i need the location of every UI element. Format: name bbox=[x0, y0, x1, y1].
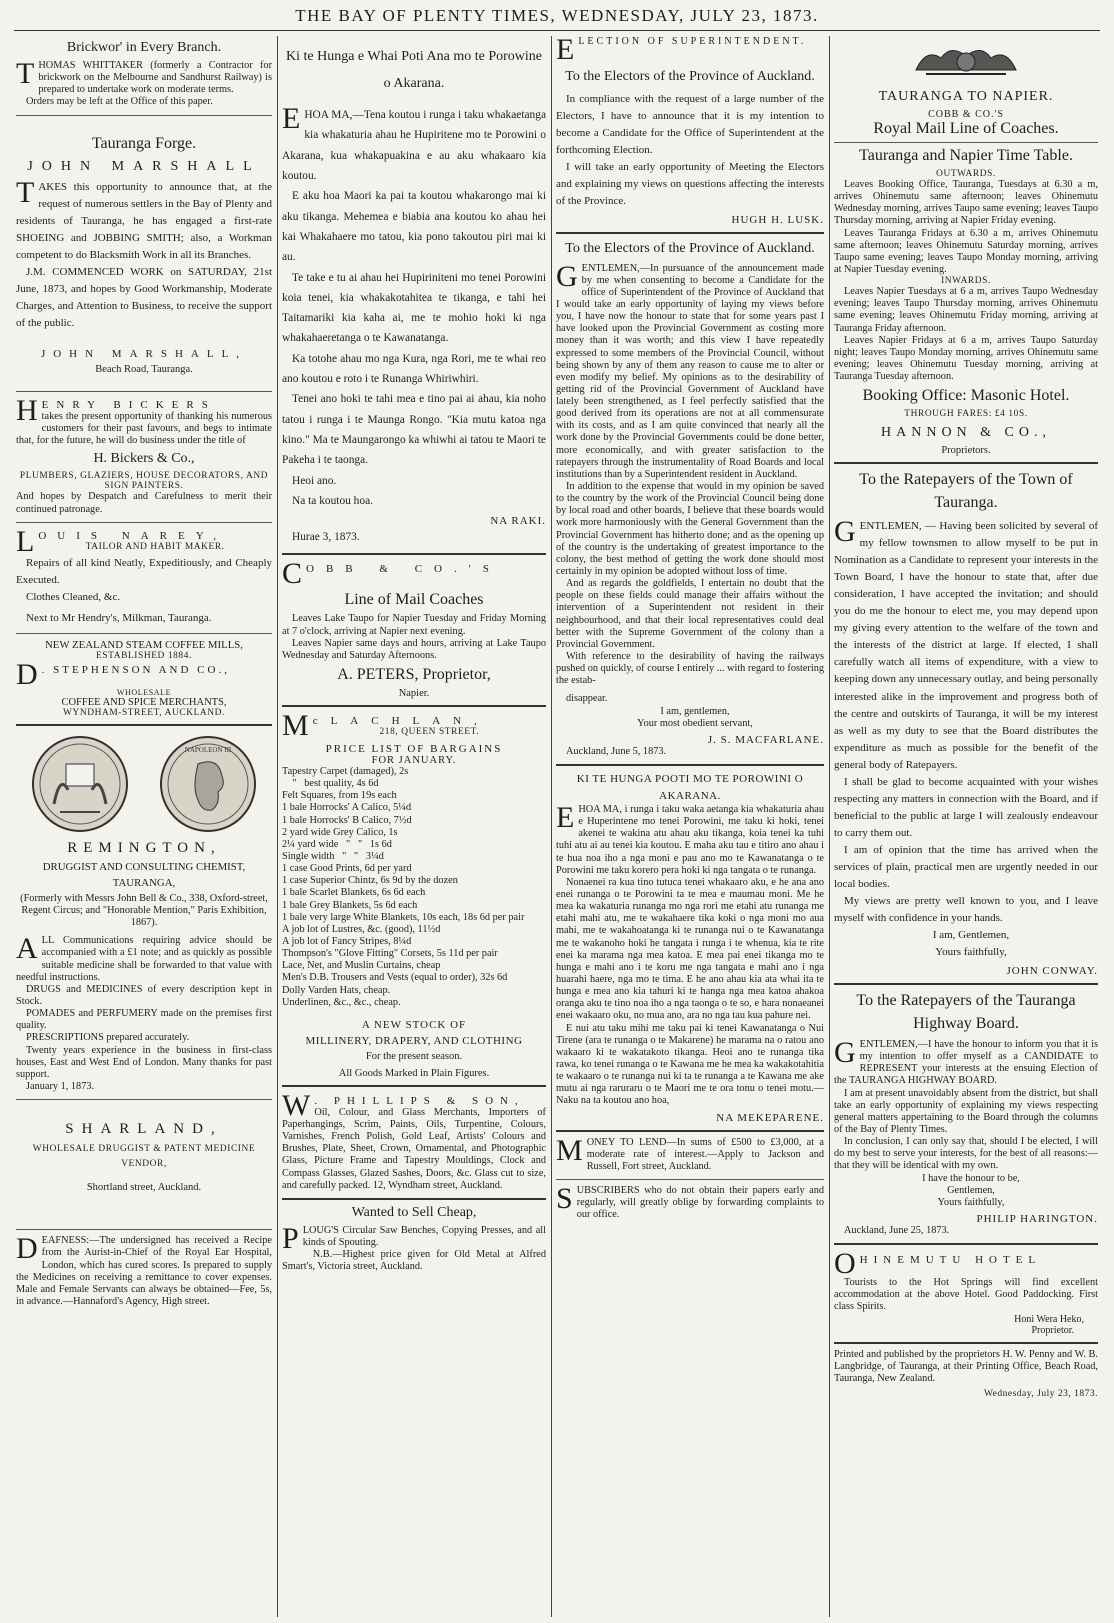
maori-signature: NA RAKI. bbox=[490, 515, 546, 528]
harington-date: Auckland, June 25, 1873. bbox=[844, 1225, 950, 1236]
hotel-role: Proprietor. bbox=[1031, 1324, 1074, 1336]
maori2-p1: HOA MA, i runga i taku waka aetanga kia whakaturia ahau e Huperintene mo tenei Porowini, me taku ki hoki, tenei akenei te wakina atu ahau aku tikanga, koia tenei ka tuhi tuhi atu ai au tenei kia koutou. E maha aku tau e titiro ano ahau i te hua noa iho a nga moni e pau ano mo te Kawanatanga o te Porowini me taku korero pera hoki ki nga tangata o te runanga. bbox=[556, 804, 824, 876]
ad-forge bbox=[16, 121, 272, 392]
forge-signature: JOHN MARSHALL, bbox=[40, 347, 248, 360]
ad-tauranga-napier bbox=[834, 40, 1098, 464]
medal-inscription: NAPOLEON III bbox=[184, 745, 232, 754]
maori-dropcap: E bbox=[282, 102, 301, 136]
napier-cobb: COBB & CO.'S bbox=[928, 109, 1004, 120]
wanted-p1: LOUG'S Circular Saw Benches, Copying Presses, and all kinds of Spouting. bbox=[302, 1224, 546, 1248]
ad-maori-notice bbox=[282, 44, 546, 555]
brickwork-body: HOMAS WHITTAKER (formerly a Contractor for brickwork on the Melbourne and Sandhurst Railway) is prepared to undertake work on moderate terms. bbox=[38, 60, 272, 96]
conway-close1: I am, Gentlemen, bbox=[932, 929, 1010, 942]
coffee-established: ESTABLISHED 1884. bbox=[96, 650, 192, 661]
cobb-town: Napier. bbox=[398, 687, 430, 699]
price-list-item: 1 bale Horrocks' B Calico, 7½d bbox=[282, 814, 412, 826]
coffee-wholesale: WHOLESALE bbox=[116, 687, 172, 697]
price-list-item: 1 case Good Prints, 6d per yard bbox=[282, 863, 412, 875]
maori-p1: HOA MA,—Tena koutou i runga i taku whakaetanga kia whakaturia ahau he Hupiritene mo te Porowini o Akarana, kua whakapuakina e au aku whakaaro kia koutou. bbox=[282, 109, 546, 183]
royal-arms-icon bbox=[834, 40, 1098, 85]
remington-p5: Twenty years experience in the business in first-class houses, East and West End of London. Many thanks for past support. bbox=[16, 1044, 272, 1080]
macfarlane-p1: ENTLEMEN,—In pursuance of the announcement made by me when consenting to become a Candidate for the office of Superintendent of the Province of Auckland that I would take an early opportunity of laying my views before you, I have now the honour to state that for some years past I have looked upon the Provincial Government as costing more money than it was worth; and this view I have repeatedly expressed to some members of the Provincial Council, without being shown by any of them any reason to cause me to alter or even modify my belief. My opinions as to the desirability of getting rid of the Provincial Government of Auckland have lately been strengthened, as I feel perfectly satisfied that the good derived from its operations are not at all commensurate with its costs, and as I am quite convinced that nearly all the work done by the Provincial Governments could be done better, more economically, and with greater satisfaction to the ratepayers through the instrumentality of Road Boards and local institutions than by a Superintendent resident in Auckland. bbox=[556, 262, 824, 480]
price-list-item: 1 bale Scarlet Blankets, 6s 6d each bbox=[282, 887, 426, 899]
harington-signature: PHILIP HARINGTON. bbox=[976, 1213, 1098, 1225]
napier-timetable: Tauranga and Napier Time Table. bbox=[859, 147, 1073, 164]
napier-fares: THROUGH FARES: £4 10S. bbox=[904, 409, 1028, 420]
macfarlane-date: Auckland, June 5, 1873. bbox=[566, 745, 667, 757]
remington-p2: DRUGS and MEDICINES of every description kept in Stock. bbox=[16, 983, 272, 1007]
conway-close2: Yours faithfully, bbox=[935, 946, 1007, 959]
harington-close3: Yours faithfully, bbox=[937, 1196, 1005, 1208]
brickwork-note: Orders may be left at the Office of this paper. bbox=[26, 96, 213, 108]
price-list-item: Dolly Varden Hats, cheap. bbox=[282, 984, 391, 996]
remington-dropcap: A bbox=[16, 932, 38, 966]
macfarlane-title: To the Electors of the Province of Auckland. bbox=[565, 240, 815, 256]
ad-harington bbox=[834, 990, 1098, 1245]
sharland-address: Shortland street, Auckland. bbox=[86, 1182, 202, 1194]
harington-close1: I have the honour to be, bbox=[922, 1172, 1020, 1184]
remington-p4: PRESCRIPTIONS prepared accurately. bbox=[26, 1032, 190, 1044]
conway-p2: I shall be glad to become acquainted with your wishes respecting any matters in connection with the Board, and if beneficial to the public at large I will zealously endeavour to carry them out. bbox=[834, 775, 1098, 839]
mclachlan-address: 218, QUEEN STREET. bbox=[379, 726, 480, 737]
napier-booking: Booking Office: Masonic Hotel. bbox=[862, 387, 1070, 405]
masthead: THE BAY OF PLENTY TIMES, WEDNESDAY, JULY 23, 1873. bbox=[295, 6, 819, 25]
remington-date: January 1, 1873. bbox=[26, 1080, 95, 1092]
mclachlan-name: cLACHLAN, bbox=[312, 714, 490, 727]
column-rule-1 bbox=[277, 36, 278, 1617]
stock-line: MILLINERY, DRAPERY, AND CLOTHING bbox=[305, 1034, 523, 1047]
lusk-p1: In compliance with the request of a large number of the Electors, I have to announce that it is my intention to become a Candidate for the Office of Superintendent at the forthcoming Election. bbox=[556, 92, 824, 156]
ad-macfarlane bbox=[556, 239, 824, 766]
bickers-dropcap: H bbox=[16, 396, 38, 427]
column-rule-2 bbox=[551, 36, 552, 1617]
masthead-rule bbox=[14, 30, 1100, 31]
stock-title: A NEW STOCK OF bbox=[361, 1018, 467, 1031]
napier-line: Royal Mail Line of Coaches. bbox=[873, 120, 1059, 137]
conway-p4: My views are pretty well known to you, and I leave myself with confidence in your hands. bbox=[834, 895, 1098, 925]
remington-town: TAURANGA, bbox=[112, 876, 176, 889]
napier-proprietors: Proprietors. bbox=[941, 445, 991, 457]
ad-coffee-mills bbox=[16, 639, 272, 726]
forge-address: Beach Road, Tauranga. bbox=[95, 363, 193, 375]
cobb-p1: Leaves Lake Taupo for Napier Tuesday and Friday Morning at 7 o'clock, arriving at Napier next evening. bbox=[282, 613, 546, 637]
forge-title: Tauranga Forge. bbox=[91, 134, 197, 152]
napier-i1: Leaves Napier Tuesdays at 6 a m, arrives Taupo Wednesday evening; leaves Taupo Thursday morning, arrives Ohinemutu same evening; leaves Ohinemutu Friday morning, arriving at Tauranga Friday afternoon. bbox=[834, 286, 1098, 334]
macfarlane-dropcap: G bbox=[556, 259, 578, 293]
ad-wanted bbox=[282, 1205, 546, 1280]
macfarlane-signature: J. S. MACFARLANE. bbox=[707, 733, 824, 746]
macfarlane-p3: And as regards the goldfields, I entertain no doubt that the people on these fields could manage their affairs without the intervention of a Superintendent not resident in their neighbourhood, and that their local representatives could deal better with the Supreme Government of the colony than a Provincial Government. bbox=[556, 578, 824, 650]
conway-p1: ENTLEMEN, — Having been solicited by several of my fellow townsmen to allow myself to be put in Nomination as a Candidate to represent your interests in the Town Board, I have the honour to state that, after due consideration, I have accepted the invitation; and should you do me the honour to elect me, you may depend upon my giving every attention to the welfare of the town and the interests of the district at large. If elected, I shall carefully watch all items of expenditure, with a view to keeping down any unnecessary outlay, and being personally interested alike in the improvement and progress both of the centre and outskirts of Tauranga, it will be my interest as well as my duty to see that the Board distributes the expenditure as much as possible for the benefit of the general body of Ratepayers. bbox=[834, 520, 1098, 771]
ad-mclachlan bbox=[282, 712, 546, 1087]
coffee-address: WYNDHAM-STREET, AUCKLAND. bbox=[63, 707, 225, 718]
price-list-item: " best quality, 4s 6d bbox=[282, 778, 379, 790]
macfarlane-p4: With reference to the desirability of having the railways pushed on quickly, of course I entirely ... with regard to fostering the estab- bbox=[556, 651, 824, 687]
narey-p1: Repairs of all kind Neatly, Expeditiously, and Cheaply Executed. bbox=[16, 556, 272, 586]
lusk-dropcap: E bbox=[556, 36, 575, 63]
wanted-title: Wanted to Sell Cheap, bbox=[351, 1204, 477, 1220]
brickwork-dropcap: T bbox=[16, 57, 35, 90]
forge-p2: J.M. COMMENCED WORK on SATURDAY, 21st June, 1873, and hopes by Good Workmanship, Moderate Charges, and Attention to Business, to receive the support of the public. bbox=[16, 265, 272, 329]
ad-narey bbox=[16, 528, 272, 634]
subscribers-body: UBSCRIBERS who do not obtain their papers early and regularly, will greatly oblige by forwarding complaints to our office. bbox=[576, 1184, 824, 1221]
ad-money bbox=[556, 1133, 824, 1180]
price-list-item: 1 bale Grey Blankets, 5s 6d each bbox=[282, 899, 418, 911]
column-2 bbox=[282, 36, 546, 1619]
price-list-item: Men's D.B. Trousers and Vests (equal to order), 32s 6d bbox=[282, 972, 508, 984]
macfarlane-close1: I am, gentlemen, bbox=[660, 705, 730, 717]
remington-p3: POMADES and PERFUMERY made on the premises first quality. bbox=[16, 1008, 272, 1032]
price-list-item: Tapestry Carpet (damaged), 2s bbox=[282, 765, 409, 777]
ad-cobb-coaches bbox=[282, 560, 546, 707]
subscribers-dropcap: S bbox=[556, 1181, 573, 1215]
price-list-item: 1 bale very large White Blankets, 10s each, 18s 6d per pair bbox=[282, 911, 525, 923]
maori2-p2: Nonaenei ra kua tino tutuca tenei whakaaro aku, e he ana ano enei runanga o te Porowini ta te mea e maumau moni. Me he mea ka wakaturia runanga mo nga rori me etahi atu runanga me etahi mahi atu, me te wakahaere tika koki o nga moni mo aua mahi, me te wakahoatanga ki te runanga nui o te Kawanatanga me te wakanoho hoki he tangata i runga i te whenua, kia te rite enei ka marama nga mea katoa. E mea pai enei tikanga mo te hunga e mahi ano i te koru me nga tangata e mahi ano i nga huarahi haere, nga mo te tima. E he ano ahau kia ata whai ita te hunga e mea ano kia tahuri ki te hanga nga mea katoa ahakoa oranga aku te tino noa iho a nga taonga o te so, e hara nonaeanei enei wakaaro oku, no mua ano, ara no nga tau kua pahure nei. bbox=[556, 876, 824, 1022]
hotel-signature: Honi Wera Heko, bbox=[1014, 1313, 1084, 1325]
maori2-signature: NA MEKEPARENE. bbox=[716, 1111, 824, 1124]
ad-remington bbox=[16, 734, 272, 1100]
napier-o2: Leaves Tauranga Fridays at 6.30 a m, arrives Ohinemutu same afternoon; leaves Ohinemutu Saturday morning, arrives Taupo same evening; leaves Taupo Monday morning, arriving at Napier Tuesday evening. bbox=[834, 227, 1098, 275]
cobb-name: OBB & CO.'S bbox=[306, 563, 501, 576]
money-body: ONEY TO LEND—In sums of £500 to £3,000, at a moderate rate of interest.—Apply to Jackson and Russell, Fort street, Auckland. bbox=[586, 1136, 824, 1172]
ad-brickwork bbox=[16, 40, 272, 116]
stock-season: For the present season. bbox=[365, 1050, 463, 1062]
conway-p3: I am of opinion that the time has arrived when the services of plain, practical men are urgently needed in our local bodies. bbox=[834, 843, 1098, 891]
coffee-name: . STEPHENSON AND CO., bbox=[41, 663, 230, 676]
price-list bbox=[282, 766, 546, 1009]
ad-deafness bbox=[16, 1232, 272, 1314]
mclachlan-subtitle: FOR JANUARY. bbox=[371, 754, 457, 766]
ad-maori-macfarlane bbox=[556, 771, 824, 1132]
harington-p1: ENTLEMEN,—I have the honour to inform you that it is my intention to offer myself as a CANDIDATE to REPRESENT your interests at the ensuing Election of the TAURANGA HIGHWAY BOARD. bbox=[834, 1039, 1098, 1087]
maori-title: Ki te Hunga e Whai Poti Ana mo te Porowine o Akarana. bbox=[286, 49, 542, 91]
macfarlane-p2: In addition to the expense that would in my opinion be saved to the country by the work of the Provincial Council being done by local road and other boards, I believe that these boards would work more harmoniously with the General Government than the Provincial Government has hitherto done; and as the opening up of the country is the undertaking of greatest importance to the colony, the best method of getting the work done should most certainly in my opinion be adopted without loss of time. bbox=[556, 481, 824, 578]
hotel-body: Tourists to the Hot Springs will find excellent accommodation at the above Hotel. Good Paddocking. First class Spirits. bbox=[834, 1277, 1098, 1313]
wanted-dropcap: P bbox=[282, 1221, 299, 1255]
conway-dropcap: G bbox=[834, 515, 856, 549]
conway-title: To the Ratepayers of the Town of Tauranga. bbox=[859, 471, 1073, 511]
harington-p3: In conclusion, I can only say that, should I be elected, I will do my best to serve your interests, for the best of all reasons:—that they will be identical with my own. bbox=[834, 1136, 1098, 1172]
column-4 bbox=[834, 36, 1098, 1619]
price-list-item: 2¼ yard wide " " 1s 6d bbox=[282, 838, 392, 850]
imprint-date: Wednesday, July 23, 1873. bbox=[983, 1388, 1098, 1399]
narey-name: OUIS NAREY, bbox=[38, 529, 227, 542]
coffee-dropcap: D bbox=[16, 660, 38, 688]
harington-close2: Gentlemen, bbox=[947, 1184, 995, 1196]
ad-lusk bbox=[556, 36, 824, 234]
column-1 bbox=[16, 36, 272, 1619]
maori2-dropcap: E bbox=[556, 801, 575, 834]
narey-dropcap: L bbox=[16, 527, 35, 555]
napier-o1: Leaves Booking Office, Tauranga, Tuesdays at 6.30 a m, arrives Ohinemutu same afternoon; leaves Ohinemutu Wednesday morning, arrives Taupo same evening; leaves Taupo Thursday morning, arriving at Napier Friday evening. bbox=[834, 179, 1098, 227]
narey-trade: TAILOR AND HABIT MAKER. bbox=[85, 541, 225, 552]
conway-signature: JOHN CONWAY. bbox=[1006, 965, 1098, 978]
cobb-dropcap: C bbox=[282, 560, 303, 588]
exhibition-medals bbox=[16, 734, 272, 834]
ad-ohinemutu-hotel bbox=[834, 1250, 1098, 1343]
maori-p4: Ka totohe ahau mo nga Kura, nga Rori, me te whai reo ano koutou e roto i te Runanga Whiriwhiri. bbox=[282, 352, 546, 386]
macfarlane-close2: Your most obedient servant, bbox=[637, 717, 753, 729]
price-list-item: Underlinen, &c., &c., cheap. bbox=[282, 996, 401, 1008]
lusk-p2: I will take an early opportunity of Meeting the Electors and explaining my views on questions affecting the interests of the Province. bbox=[556, 160, 824, 207]
column-3 bbox=[556, 36, 824, 1619]
hotel-name: HINEMUTU HOTEL bbox=[859, 1254, 1042, 1267]
imprint-body: Printed and published by the proprietors H. W. Penny and W. B. Langbridge, of Tauranga, at their Printing Office, Beach Road, Tauranga, New Zealand. bbox=[834, 1348, 1098, 1384]
brickwork-title: Brickwor' in Every Branch. bbox=[66, 40, 222, 55]
ad-conway bbox=[834, 469, 1098, 985]
price-list-item: Lace, Net, and Muslin Curtains, cheap bbox=[282, 960, 441, 972]
ad-phillips bbox=[282, 1092, 546, 1200]
sharland-trade: WHOLESALE DRUGGIST & PATENT MEDICINE VENDOR, bbox=[32, 1144, 256, 1170]
forge-dropcap: T bbox=[16, 175, 35, 209]
mclachlan-title: PRICE LIST OF BARGAINS bbox=[325, 742, 503, 755]
forge-name: JOHN MARSHALL bbox=[27, 158, 261, 174]
ad-subscribers bbox=[556, 1181, 824, 1227]
narey-p3: Next to Mr Hendry's, Milkman, Tauranga. bbox=[26, 611, 212, 624]
harington-title: To the Ratepayers of the Tauranga Highway Board. bbox=[856, 992, 1076, 1032]
lusk-title: To the Electors of the Province of Auckland. bbox=[565, 69, 815, 84]
ad-sharland bbox=[16, 1105, 272, 1230]
harington-dropcap: G bbox=[834, 1036, 856, 1070]
bickers-p1: takes the present opportunity of thanking his numerous customers for their past favours, and begs to intimate that, for the future, he will do business under the title of bbox=[16, 410, 272, 447]
money-dropcap: M bbox=[556, 1133, 583, 1167]
phillips-name: . PHILLIPS & SON, bbox=[314, 1094, 525, 1107]
napier-title: TAURANGA TO NAPIER. bbox=[878, 89, 1054, 104]
lusk-header: LECTION OF SUPERINTENDENT. bbox=[578, 36, 807, 47]
napier-outwards: OUTWARDS. bbox=[936, 169, 996, 179]
maori2-title: KI TE HUNGA POOTI MO TE POROWINI O AKARANA. bbox=[576, 773, 804, 802]
bickers-p2: And hopes by Despatch and Carefulness to merit their continued patronage. bbox=[16, 491, 272, 515]
bickers-trades: PLUMBERS, GLAZIERS, HOUSE DECORATORS, AND SIGN PAINTERS. bbox=[19, 471, 269, 492]
price-list-item: 1 bale Horrocks' A Calico, 5¼d bbox=[282, 802, 412, 814]
cobb-p2: Leaves Napier same days and hours, arriving at Lake Taupo Wednesday and Saturday Afternoons. bbox=[282, 637, 546, 661]
phillips-body: Oil, Colour, and Glass Merchants, Importers of Paperhangings, Scrim, Paints, Oils, Turpentine, Colours, Varnishes, French Polish, Gold Leaf, Artists' Colours and Brushes, Plate, Sheet, Crown, Ornamental, and Photographic Glass, Picture Frame and Tapestry Mouldings, Clock and Compass Glasses, Glazed Sashes, Doors, &c. Glass cut to size, and carefully packed. 12, Wyndham street, Auckland. bbox=[282, 1106, 546, 1191]
maori-date: Hurae 3, 1873. bbox=[292, 531, 360, 544]
medal-napoleon-icon bbox=[158, 734, 258, 834]
remington-p1: LL Communications requiring advice should be accompanied with a £1 note; and as quickly as possible suitable medicine shall be forwarded to that value with needful instructions. bbox=[16, 935, 272, 983]
price-list-item: Single width " " 3¼d bbox=[282, 850, 384, 862]
coffee-trade: COFFEE AND SPICE MERCHANTS, bbox=[61, 696, 227, 708]
cobb-title: Line of Mail Coaches bbox=[344, 591, 484, 609]
macfarlane-cont: disappear. bbox=[566, 693, 608, 705]
forge-p1: AKES this opportunity to announce that, at the request of numerous settlers in the Bay of Plenty and residents of Tauranga, he has engaged a first-rate SHOEING and JOBBING SMITH; also, a Workman competent to do Blacksmith Work in all its Branches. bbox=[16, 180, 272, 261]
column-rule-3 bbox=[829, 36, 830, 1617]
maori2-p3: E nui atu taku mihi me taku pai ki tenei Kawanatanga o Nui Tirene (ara te runanga o te Makarene) he marama na o ratou ano wakaaro ki te wakatakoto tikanga. Heoi ano te runanga tika rawa, ko tenei runanga o te Kawana me he mea ka wakakotahitia te wakaaro o te runanga nui ki ta te runanga a te Kawana me ake mutu ai nga raruraru o te Maori me te ora tonu o tenei motu.—Naku na ta koutou ano hoa, bbox=[556, 1022, 824, 1107]
coffee-title: NEW ZEALAND STEAM COFFEE MILLS, bbox=[44, 638, 244, 651]
maori-p3: Te take e tu ai ahau hei Hupiriniteni mo tenei Porowini koia tenei, kia whakakotahitea te tikanga, e tahi hei Taitamariki kia kaha ai, me te mohio hoki ki nga whakahaeretanga o te Kawanatanga. bbox=[282, 271, 546, 345]
price-list-item: Thompson's "Glove Fitting" Corsets, 5s 11d per pair bbox=[282, 948, 498, 960]
lusk-signature: HUGH H. LUSK. bbox=[731, 213, 824, 226]
phillips-dropcap: W bbox=[282, 1091, 311, 1122]
bickers-firm: H. Bickers & Co., bbox=[93, 451, 195, 467]
deafness-body: EAFNESS:—The undersigned has received a Recipe from the Aurist-in-Chief of the Royal Ear Hospital, London, which has cured scores. Is prepared to supply the Medicines on receiving a remittance to cover expenses. Male and Female Servants can always be obtained—Fee, 5s, in advance.—Hannaford's Agency, High street. bbox=[16, 1235, 272, 1307]
deafness-dropcap: D bbox=[16, 1232, 38, 1266]
napier-i2: Leaves Napier Fridays at 6 a m, arrives Taupo Saturday night; leaves Taupo Monday morning, arrives Ohinemutu same evening; leaves Ohinemutu Tuesday morning, arriving at Tauranga Tuesday afternoon. bbox=[834, 334, 1098, 383]
ad-bickers bbox=[16, 397, 272, 523]
bickers-name: ENRY BICKERS bbox=[41, 398, 216, 411]
maori-p5: Tenei ano hoki te tahi mea e tino pai ai ahau, kia noho tatou i runga i te Maunga Rongo. "Kia mutu katoa nga kino." Ma te Maungarongo ka whiwhi ai tatou te Maori te Pakeha i te taonga. bbox=[282, 393, 546, 467]
mclachlan-dropcap: M bbox=[282, 711, 309, 739]
narey-p2: Clothes Cleaned, &c. bbox=[26, 590, 121, 603]
napier-hannon: HANNON & CO., bbox=[881, 425, 1051, 441]
hotel-dropcap: O bbox=[834, 1250, 856, 1278]
maori-p6: Heoi ano. bbox=[292, 474, 337, 487]
maori-p7: Na ta koutou hoa. bbox=[292, 494, 373, 507]
medal-reverse-icon bbox=[30, 734, 130, 834]
price-list-item: 2 yard wide Grey Calico, 1s bbox=[282, 826, 398, 838]
cobb-signature: A. PETERS, Proprietor, bbox=[337, 665, 491, 683]
maori-p2: E aku hoa Maori ka pai ta koutou whakarongo mai ki aku tikanga. Mehemea e biabia ana koutou ko ahau hei kai Whakahaere mo tatou, kia pono takoutou piri mai ki au. bbox=[282, 190, 546, 264]
price-list-item: 1 case Superior Chintz, 6s 9d by the dozen bbox=[282, 875, 458, 887]
price-list-item: A job lot of Fancy Stripes, 8¼d bbox=[282, 935, 412, 947]
sharland-name: SHARLAND, bbox=[65, 1121, 223, 1138]
remington-trade: DRUGGIST AND CONSULTING CHEMIST, bbox=[42, 860, 246, 873]
remington-formerly: (Formerly with Messrs John Bell & Co., 338, Oxford-street, Regent Circus; and "Honorable Mention," Paris Exhibition, 1867). bbox=[20, 892, 268, 929]
remington-name: REMINGTON, bbox=[67, 839, 221, 856]
price-list-item: Felt Squares, from 19s each bbox=[282, 790, 397, 802]
harington-p2: I am at present unavoidably absent from the district, but shall take an early opportunity of explaining my views respecting general matters appertaining to the Board through the columns of the Bay of Plenty Times. bbox=[834, 1087, 1098, 1136]
price-list-item: A job lot of Lustres, &c. (good), 11½d bbox=[282, 923, 441, 935]
wanted-p2: N.B.—Highest price given for Old Metal at Alfred Smart's, Victoria street, Auckland. bbox=[282, 1249, 546, 1273]
napier-inwards: INWARDS. bbox=[941, 276, 991, 287]
stock-marked: All Goods Marked in Plain Figures. bbox=[338, 1067, 490, 1079]
imprint bbox=[834, 1349, 1098, 1405]
